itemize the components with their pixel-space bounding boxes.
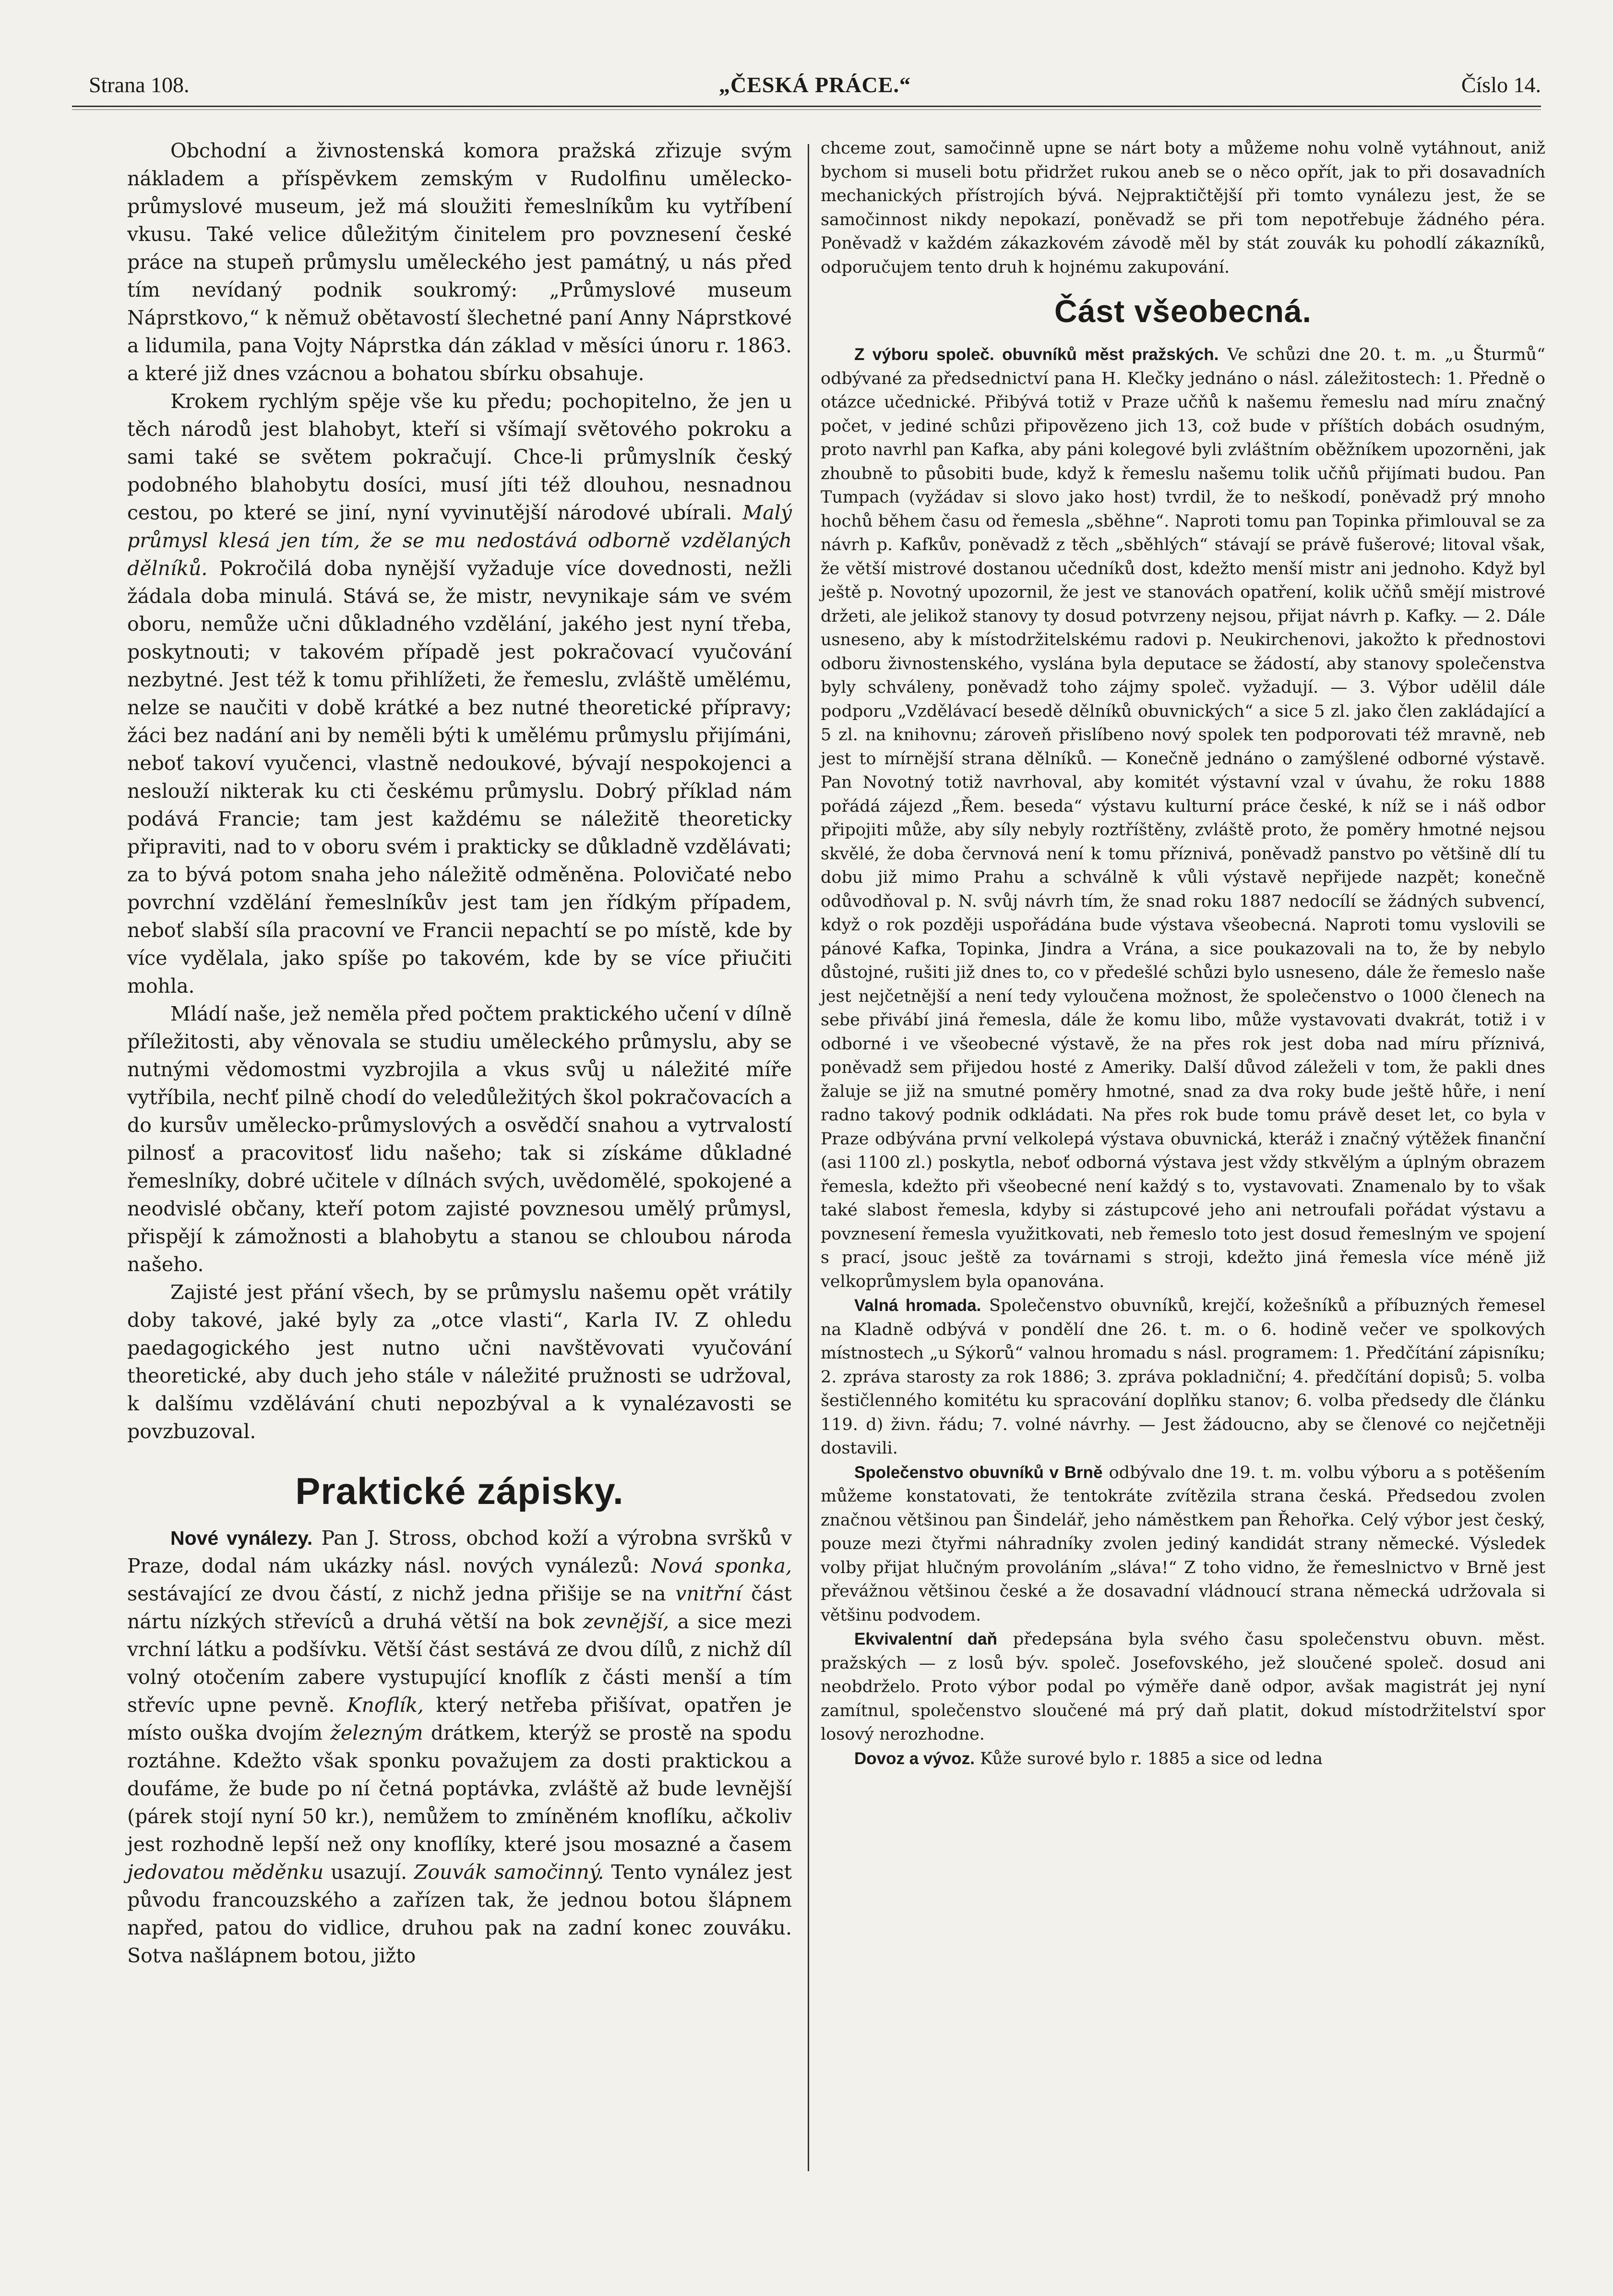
paragraph-inventions — [127, 1524, 792, 1970]
paragraph-progress — [127, 387, 792, 1000]
header-rule-thin — [72, 109, 1541, 110]
inv-j: železným — [330, 1721, 423, 1744]
section-title-practical: Praktické zápisky. — [295, 1470, 624, 1512]
progress-text-a: Krokem rychlým spěje vše ku předu; pochopitelno, že jen u těch národů jest blahobyt, kteří si všímají světového pokroku a sami také se světem pokračují. Chce-li průmyslník český podobného blahobytu dosíci, musí jíti též dlouhou, nesnadnou cestou, po které se jiní, nyní vyvinutější národové ubírali. — [127, 390, 792, 524]
committee-text: Ve schůzi dne 20. t. m. „u Šturmů“ odbývané za předsednictví pana H. Klečky jednáno o násl. záležitostech: 1. Předně o otázce učednické. Přibývá totiž v Praze učňů k našemu řemeslu nad míru značný počet, v jediné schůzi připovězeno jich 13, což bude v příštích dobách osudným, proto navrhl pan Kafka, aby páni kolegové byli zvláštním oběžníkem upozorněni, jak zhoubně to působiti bude, když k řemeslu našemu tolik učňů přijímati budou. Pan Tumpach (vyžádav si slovo jako host) tvrdil, že to neškodí, poněvadž prý mnoho hochů během času od řemesla „sběhne“. Naproti tomu pan Topinka přimlouval se za návrh p. Kafkův, poněvadž z těch „sběhlých“ stávají se právě fušerové; litoval však, že větší mistrové dostanou učedníků dost, kdežto menší mistr ani jednoho. Když byl ještě p. Novotný upozornil, že jest ve stanovách opatření, kolik učňů smějí mistrové držeti, ale jelikož stanovy ty dosud potvrzeny nejsou, přijat návrh p. Kafky. — 2. Dále usneseno, aby k místodržitelskému radovi p. Neukirchenovi, jakožto k přednostovi odboru živnostenského, vyslána byla deputace se žádostí, aby stanovy společenstva byly schváleny, poněvadž toho zájmy společ. vyžadují. — 3. Výbor udělil dále podporu „Vzdělávací besedě dělníků obuvnických“ a sice 5 zl. jako člen zakládající a 5 zl. na knihovnu; zároveň přislíbeno nový spolek ten podporovati též mravně, neb jest to mírnější strana dělníků. — Konečně jednáno o zamýšlené odborné výstavě. Pan Novotný totiž navrhoval, aby komitét výstavní vzal v úvahu, že roku 1888 pořádá zájezd „Řem. beseda“ výstavu kulturní práce české, k níž se i náš odbor připojiti může, aby síly nebyly roztříštěny, zvláště proto, že poměry hmotné nejsou skvělé, že doba červnová není k tomu příznivá, poněvadž panstvo po většině dlí tu dobu již mimo Prahu a schválně k vůli výstavě nepřijede nazpět; konečně odůvodňoval p. N. svůj návrh tím, že snad roku 1887 nedocílí se žádných subvencí, když o rok později uspořádána bude výstava všeobecná. Naproti tomu vyslovili se pánové Kafka, Topinka, Jindra a Vrána, a sice poukazovali na to, že by nebylo důstojné, rušiti již dnes to, co v předešlé schůzi bylo usneseno, dále že řemeslo naše jest nejčetnější a není tedy vyloučena možnost, že společenstvo o 1000 členech na sebe přivábí jiná řemesla, dále že komu libo, může vystavovati dvakrát, totiž i v odborné i ve všeobecné výstavě, že na přes rok jest doba nad míru příznivá, poněvadž sem přijedou hosté z Ameriky. Další důvod záleželi v tom, že pakli dnes žaluje se již na smutné poměry hmotné, snad za dva roky bude ještě hůře, i není radno takový podnik odkládati. Na přes rok bude tomu právě deset let, co byla v Praze odbývána první velkolepá výstava obuvnická, kteráž i značný výtěžek finanční (asi 1100 zl.) poskytla, neboť odborná výstava jest vždy stkvělým a úplným obrazem řemesla, kdežto při všeobecné není každý s to, vystavovati. Znamenalo by to však také slabost řemesla, kdyby si zástupcové jeho ani netroufali pořádat výstavu a povznesení řemesla využitkovati, neb řemeslo toto jest dosud řemeslným ve spojení s prací, jsouc ještě za továrnami s stroji, kdežto jiná řemesla více méně již velkoprůmyslem byla opanována. — [821, 345, 1545, 1291]
paragraph-general-meeting — [821, 1294, 1545, 1461]
inv-e: část nártu nízkých střevíců a druhá větší na bok — [127, 1582, 792, 1633]
header-rule — [72, 106, 1541, 107]
tax-text: předepsána byla svého času společenstvu obuvn. měst. pražských — z losů býv. společ. Josefovského, jež sloučené společ. dosud ani neobdrželo. Proto výbor podal po výměře daně odpor, avšak magistrát jej nyní zamítnul, společenstvo sloučené má prý daň platit, dokud místodržitelství spor losový nerozhodne. — [821, 1630, 1545, 1744]
lead-brno: Společenstvo obuvníků v Brně — [854, 1463, 1103, 1482]
inv-m: usazují. — [331, 1861, 407, 1884]
paragraph-import-export — [821, 1747, 1545, 1771]
lead-new-inventions: Nové vynálezy. — [170, 1527, 313, 1549]
inv-i: který netřeba přišívat, opatřen je místo ouška dvojím — [127, 1694, 792, 1744]
column-divider — [808, 144, 809, 2171]
lead-committee: Z výboru společ. obuvníků měst pražských. — [854, 345, 1219, 364]
paragraph-brno — [821, 1461, 1545, 1628]
right-column — [821, 137, 1545, 1771]
lead-import-export: Dovoz a vývoz. — [854, 1749, 975, 1768]
issue-number: Číslo 14. — [1461, 72, 1541, 97]
page-header — [89, 72, 1541, 106]
inv-k: drátkem, kterýž se prostě na spodu roztáhne. Kdežto však sponku považujem za dosti praktickou a doufáme, že bude po ní četná poptávka, zvláště až bude levnější (párek stojí nyní 50 kr.), nemůžem to zmíněném knoflíku, ačkoliv jest rozhodně lepší než ony knoflíky, které jsou mosazné a časem — [127, 1721, 792, 1856]
progress-emphasis: Malý průmysl klesá jen tím, že se mu nedostává odborně vzdělaných dělníků. — [127, 501, 792, 580]
paragraph-wish: Zajisté jest přání všech, by se průmyslu našemu opět vrátily doby takové, jaké byly za „otce vlasti“, Karla IV. Z ohledu paedagogického jest nutno učni navštěvovati vyučování theoretické, aby duch jeho stále v náležité pružnosti se udržoval, k dalšímu vzdělávání chuti nepozbýval a k vynalézavosti se povzbuzoval. — [127, 1281, 792, 1443]
lead-tax: Ekvivalentní daň — [854, 1630, 997, 1648]
paragraph-committee — [821, 343, 1545, 1294]
inv-o: Tento vynález jest původu francouzského a zařízen tak, že jednou botou šlápnem napřed, patou do vidlice, druhou pak na zadní konec zouváku. Sotva našlápnem botou, jižto — [127, 1861, 792, 1967]
inv-d: vnitřní — [675, 1582, 742, 1605]
inv-n: Zouvák samočinný. — [414, 1861, 604, 1884]
inv-c: sestávající ze dvou částí, z nichž jedna přišije se na — [127, 1582, 666, 1605]
paragraph-tax — [821, 1627, 1545, 1747]
brno-text: odbývalo dne 19. t. m. volbu výboru a s potěšením můžeme konstatovati, že tentokráte zvítězila strana česká. Předsedou zvolen značnou většinou pan Šindelář, jeho náměstkem pan Řehořka. Celý výbor jest český, pouze mezi čtyřmi náhradníky zvolen jediný kandidát strany německé. Výsledek volby přijat hlučným provoláním „sláva!“ Z toho vidno, že řemeslnictvo v Brně jest převážnou většinou české a že dosavadní vládnoucí strana německá udržovala si většinu podvodem. — [821, 1463, 1545, 1625]
paragraph-bootjack-cont: chceme zout, samočinně upne se nárt boty a můžeme nohu volně vytáhnout, aniž bychom si museli botu přidržet rukou aneb se o něco opřít, jak to při dosavadních mechanických přístrojích bývá. Nejpraktičtější při tomto vynálezu jest, že se samočinnost nikdy nepokazí, poněvadž se při tom nepotřebuje žádného péra. Poněvadž v každém zákazkovém závodě měl by stát zouvák ku pohodlí zákazníků, odporučujem tento druh k hojnému zakupování. — [821, 139, 1545, 277]
page-number: Strana 108. — [89, 72, 190, 97]
inv-g: a sice mezi vrchní látku a podšívku. Větší část sestává ze dvou dílů, z nichž díl volný otočením zabere vystupující knoflík z části menší a tím střevíc upne pevně. — [127, 1610, 792, 1717]
journal-title: „ČESKÁ PRÁCE.“ — [719, 72, 911, 97]
lead-general-meeting: Valná hromada. — [854, 1296, 981, 1315]
inv-f: zevnější, — [583, 1610, 669, 1633]
import-export-text: Kůže surové bylo r. 1885 a sice od ledna — [980, 1749, 1323, 1768]
inv-h: Knoflík, — [346, 1694, 424, 1717]
inv-a: Pan J. Stross, obchod koží a výrobna svršků v Praze, dodal nám ukázky násl. nových vynálezů: — [127, 1527, 792, 1577]
left-column — [127, 137, 792, 1970]
inv-b: Nová sponka, — [651, 1554, 792, 1577]
paragraph-youth: Mládí naše, jež neměla před počtem praktického učení v dílně příležitosti, aby věnovala se studiu uměleckého průmyslu, aby se nutnými vědomostmi vyzbrojila a vkus svůj u náležité míře vytříbila, nechť pilně chodí do veledůležitých škol pokračovacích a do kursův umělecko-průmyslových a osvědčí snahou a vytrvalostí pilnosť a pracovitosť lidu našeho; tak si získáme důkladné řemeslníky, dobré učitele v dílnách svých, uvědomělé, spokojené a neodvislé občany, kteří potom zajisté povznesou umělý průmysl, přispějí k zámožnosti a blahobytu a stanou se chloubou národa našeho. — [127, 1002, 792, 1276]
progress-text-c: Pokročilá doba nynější vyžaduje více dovednosti, nežli žádala doba minulá. Stává se, že mistr, nevynikaje sám ve svém oboru, nemůže učni důkladného vzdělání, jakého jest nyní třeba, poskytnouti; v takovém případě jest pokračovací vyučování nezbytné. Jest též k tomu přihlížeti, že řemeslu, zvláště umělému, nelze se naučiti v době krátké a bez nutné theoretické přípravy; žáci bez nadání ani by neměli býti k umělému průmyslu přijímáni, neboť takoví vyučenci, vlastně nedoukové, bývají nespokojenci a neslouží nikterak ku cti českému průmyslu. Dobrý příklad nám podává Francie; tam jest každému se náležitě theoreticky připraviti, nad to v oboru svém i prakticky se důkladně vzdělávati; za to bývá potom snaha jeho náležitě odměněna. Polovičaté nebo povrchní vzdělání řemeslníkův jest tam jen řídkým případem, neboť slabší síla pracovní ve Francii nepachtí se po místě, kde by více vydělala, jako spíše po takovém, kde by se více přiučiti mohla. — [127, 557, 792, 998]
section-title-general: Část všeobecná. — [1054, 293, 1312, 329]
inv-l: jedovatou měděnku — [127, 1861, 324, 1884]
paragraph-museum: Obchodní a živnostenská komora pražská zřizuje svým nákladem a příspěvkem zemským v Rudolfinu umělecko-průmyslové museum, jež má sloužiti řemeslníkům ku vytříbení vkusu. Také velice důležitým činitelem pro povznesení české práce na stupeň průmyslu uměleckého jest památný, u nás před tím nevídaný podnik soukromý: „Průmyslové museum Náprstkovo,“ k němuž obětavostí šlechetné paní Anny Náprstkové a lidumila, pana Vojty Náprstka dán základ v měsíci únoru r. 1863. a které již dnes vzácnou a bohatou sbírku obsahuje. — [127, 139, 792, 385]
general-meeting-text: Společenstvo obuvníků, krejčí, kožešníků a příbuzných řemesel na Kladně odbývá v pondělí dne 26. t. m. o 6. hodině večer ve spolkových místnostech „u Sýkorů“ valnou hromadu s násl. programem: 1. Předčítání zápisníku; 2. zpráva starosty za rok 1886; 3. zpráva pokladniční; 4. předčítání dopisů; 5. volba šestičlenného komitétu ku spracování doplňku stanov; 6. volba předsedy dle článku 119. d) živn. řádu; 7. volné návrhy. — Jest žádoucno, aby se členové co nejčetněji dostavili. — [821, 1296, 1545, 1458]
